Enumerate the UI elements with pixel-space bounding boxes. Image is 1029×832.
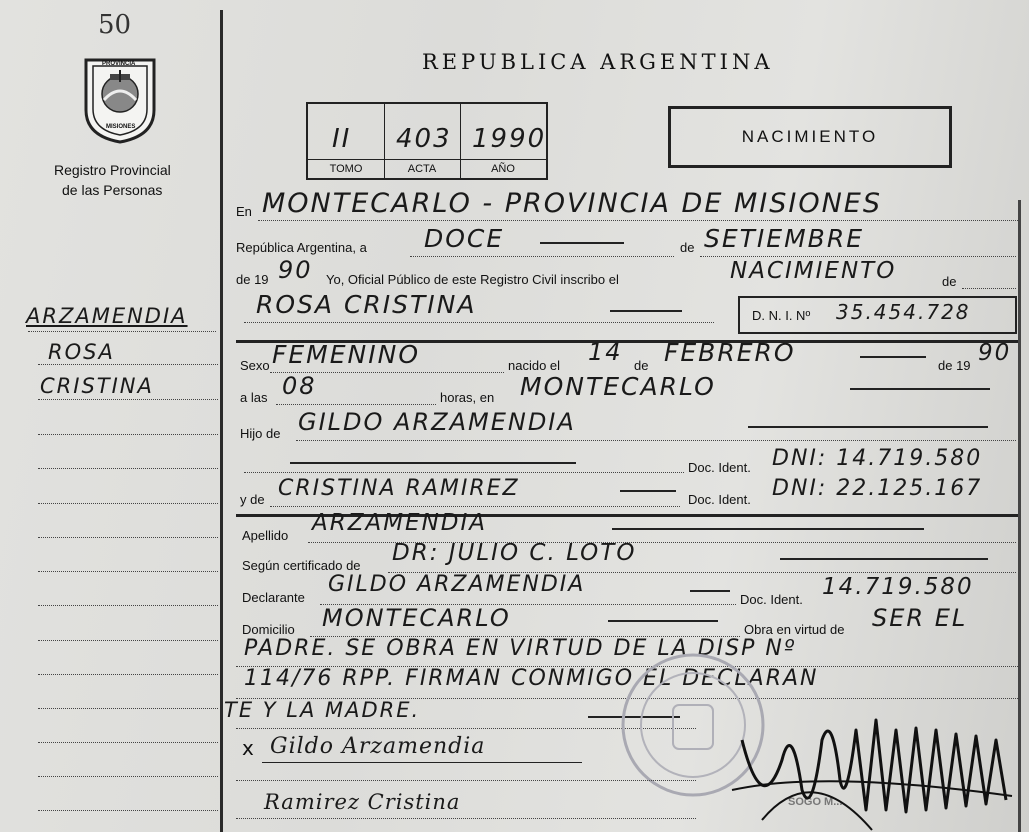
- field-obra-4: TE Y LA MADRE.: [224, 698, 421, 722]
- margin-divider: [220, 10, 223, 832]
- margin-first-name: ROSA: [48, 340, 115, 364]
- label-de-end: de: [942, 274, 957, 289]
- cross-mark: x: [242, 736, 254, 760]
- margin-surname: ARZAMENDIA: [26, 304, 188, 328]
- label-a-las: a las: [240, 390, 268, 405]
- signature-declarante: Gildo Arzamendia: [270, 734, 486, 759]
- field-declarante: GILDO ARZAMENDIA: [328, 572, 586, 597]
- label-segun: Según certificado de: [242, 558, 361, 573]
- field-madre: CRISTINA RAMIREZ: [278, 476, 520, 501]
- page-number: 50: [98, 10, 132, 40]
- dni-box: [738, 296, 1017, 334]
- field-obra-2: PADRE. SE OBRA EN VIRTUD DE LA DISP Nº: [244, 636, 797, 661]
- country-title: REPUBLICA ARGENTINA: [422, 50, 774, 74]
- tomo-label: TOMO: [308, 159, 384, 178]
- label-apellido: Apellido: [242, 528, 289, 543]
- field-acto: NACIMIENTO: [730, 258, 897, 284]
- field-padre: GILDO ARZAMENDIA: [298, 408, 576, 436]
- field-certificado: DR: JULIO C. LOTO: [392, 540, 637, 566]
- signature-madre: Ramirez Cristina: [264, 790, 461, 814]
- field-lugar: MONTECARLO - PROVINCIA DE MISIONES: [262, 188, 882, 219]
- field-nombre: ROSA CRISTINA: [256, 290, 477, 319]
- field-dia: DOCE: [424, 224, 505, 253]
- seal-text-top: PROVINCIA: [102, 61, 136, 67]
- field-domicilio: MONTECARLO: [322, 604, 511, 632]
- field-sexo: FEMENINO: [272, 340, 420, 369]
- label-doc-padre: Doc. Ident.: [688, 460, 751, 475]
- label-inscribo: Yo, Oficial Público de este Registro Civil inscribo el: [326, 272, 619, 287]
- field-dia-nac: 14: [588, 338, 623, 366]
- document-type-box: NACIMIENTO: [668, 106, 952, 168]
- label-declarante: Declarante: [242, 590, 305, 605]
- field-anio-nac: 90: [978, 340, 1012, 366]
- label-y-de: y de: [240, 492, 265, 507]
- label-nacido: nacido el: [508, 358, 561, 373]
- field-doc-declarante: 14.719.580: [822, 574, 974, 600]
- label-de-mes-nac: de: [634, 358, 649, 373]
- field-lugar-nac: MONTECARLO: [520, 372, 716, 401]
- field-hora: 08: [282, 372, 317, 400]
- label-hijo: Hijo de: [240, 426, 281, 441]
- field-mes-nac: FEBRERO: [664, 338, 796, 367]
- label-domicilio: Domicilio: [242, 622, 295, 637]
- stamp-text: SOGO M...: [788, 796, 843, 808]
- margin-second-name: CRISTINA: [40, 374, 154, 398]
- label-dni: D. N. I. Nº: [752, 308, 811, 323]
- field-mes: SETIEMBRE: [704, 224, 864, 253]
- registry-name-line2: de las Personas: [62, 182, 163, 198]
- anio-label: AÑO: [460, 159, 546, 178]
- tomo-value: II: [332, 124, 352, 154]
- field-doc-padre: DNI: 14.719.580: [772, 446, 983, 471]
- seal-text-bottom: MISIONES: [106, 124, 136, 130]
- record-number-box: [306, 102, 548, 180]
- field-doc-madre: DNI: 22.125.167: [772, 476, 983, 501]
- field-obra-1: SER EL: [872, 604, 968, 632]
- label-doc-madre: Doc. Ident.: [688, 492, 751, 507]
- label-de-mes: de: [680, 240, 695, 255]
- label-obra: Obra en virtud de: [744, 622, 845, 637]
- label-republica: República Argentina, a: [236, 240, 367, 255]
- label-de19-nac: de 19: [938, 358, 971, 373]
- field-obra-3: 114/76 RPP. FIRMAN CONMIGO EL DECLARAN: [244, 666, 819, 691]
- field-apellido: ARZAMENDIA: [312, 510, 488, 536]
- province-seal-icon: [80, 52, 160, 144]
- label-doc-declarante: Doc. Ident.: [740, 592, 803, 607]
- officer-signature-icon: [722, 700, 1022, 832]
- registry-name-line1: Registro Provincial: [54, 162, 171, 178]
- acta-label: ACTA: [384, 159, 460, 178]
- label-horas: horas, en: [440, 390, 495, 405]
- field-anio-acta: 90: [278, 256, 313, 284]
- acta-value: 403: [396, 124, 452, 154]
- label-de19: de 19: [236, 272, 269, 287]
- field-dni: 35.454.728: [836, 300, 971, 324]
- label-en: En: [236, 204, 252, 219]
- anio-value: 1990: [472, 124, 547, 154]
- label-sexo: Sexo: [240, 358, 270, 373]
